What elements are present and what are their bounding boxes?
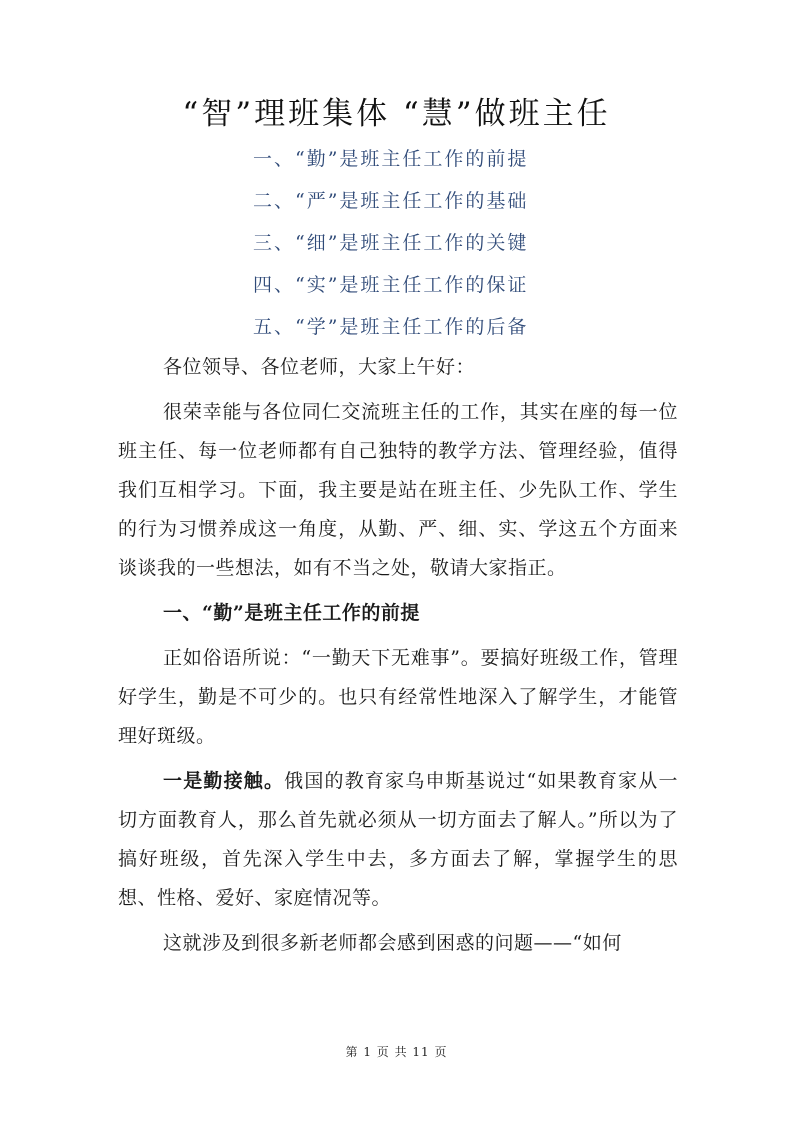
- table-of-contents: [0, 144, 793, 354]
- section-1-paragraph-1: 正如俗语所说：“一勤天下无难事”。要搞好班级工作，管理好学生，勤是不可少的。也只有经常性地深入了解学生，才能管理好斑级。: [118, 647, 678, 747]
- section-1-paragraph-3: 这就涉及到很多新老师都会感到困惑的问题——“如何: [163, 932, 622, 954]
- paragraph-lead-text: 一是勤接触。: [163, 770, 285, 792]
- section-1-paragraph-2: [118, 762, 678, 918]
- toc-item-4: 四、“实”是班主任工作的保证: [253, 274, 529, 296]
- toc-item-5: 五、“学”是班主任工作的后备: [253, 316, 529, 338]
- greeting-paragraph: 各位领导、各位老师，大家上午好：: [163, 356, 476, 378]
- section-1-heading: 一、“勤”是班主任工作的前提: [163, 602, 420, 624]
- page-footer: 第 1 页 共 11 页: [345, 1045, 448, 1059]
- document-body: [118, 348, 678, 963]
- document-title: “智”理班集体 “慧”做班主任: [182, 96, 611, 132]
- paragraph-body-text: 俄国的教育家乌申斯基说过“如果教育家从一切方面教育人，那么首先就必须从一切方面去了解人。”所以为了搞好班级，首先深入学生中去，多方面去了解，掌握学生的思想、性格、爱好、家庭情况等。: [118, 770, 678, 909]
- toc-item-3: 三、“细”是班主任工作的关键: [253, 232, 529, 254]
- toc-item-2: 二、“严”是班主任工作的基础: [253, 190, 529, 212]
- intro-paragraph: 很荣幸能与各位同仁交流班主任的工作，其实在座的每一位班主任、每一位老师都有自己独特的教学方法、管理经验，值得我们互相学习。下面，我主要是站在班主任、少先队工作、学生的行为习惯养成这一角度，从勤、严、细、实、学这五个方面来谈谈我的一些想法，如有不当之处，敬请大家指正。: [118, 401, 678, 579]
- toc-item-1: 一、“勤”是班主任工作的前提: [253, 148, 529, 170]
